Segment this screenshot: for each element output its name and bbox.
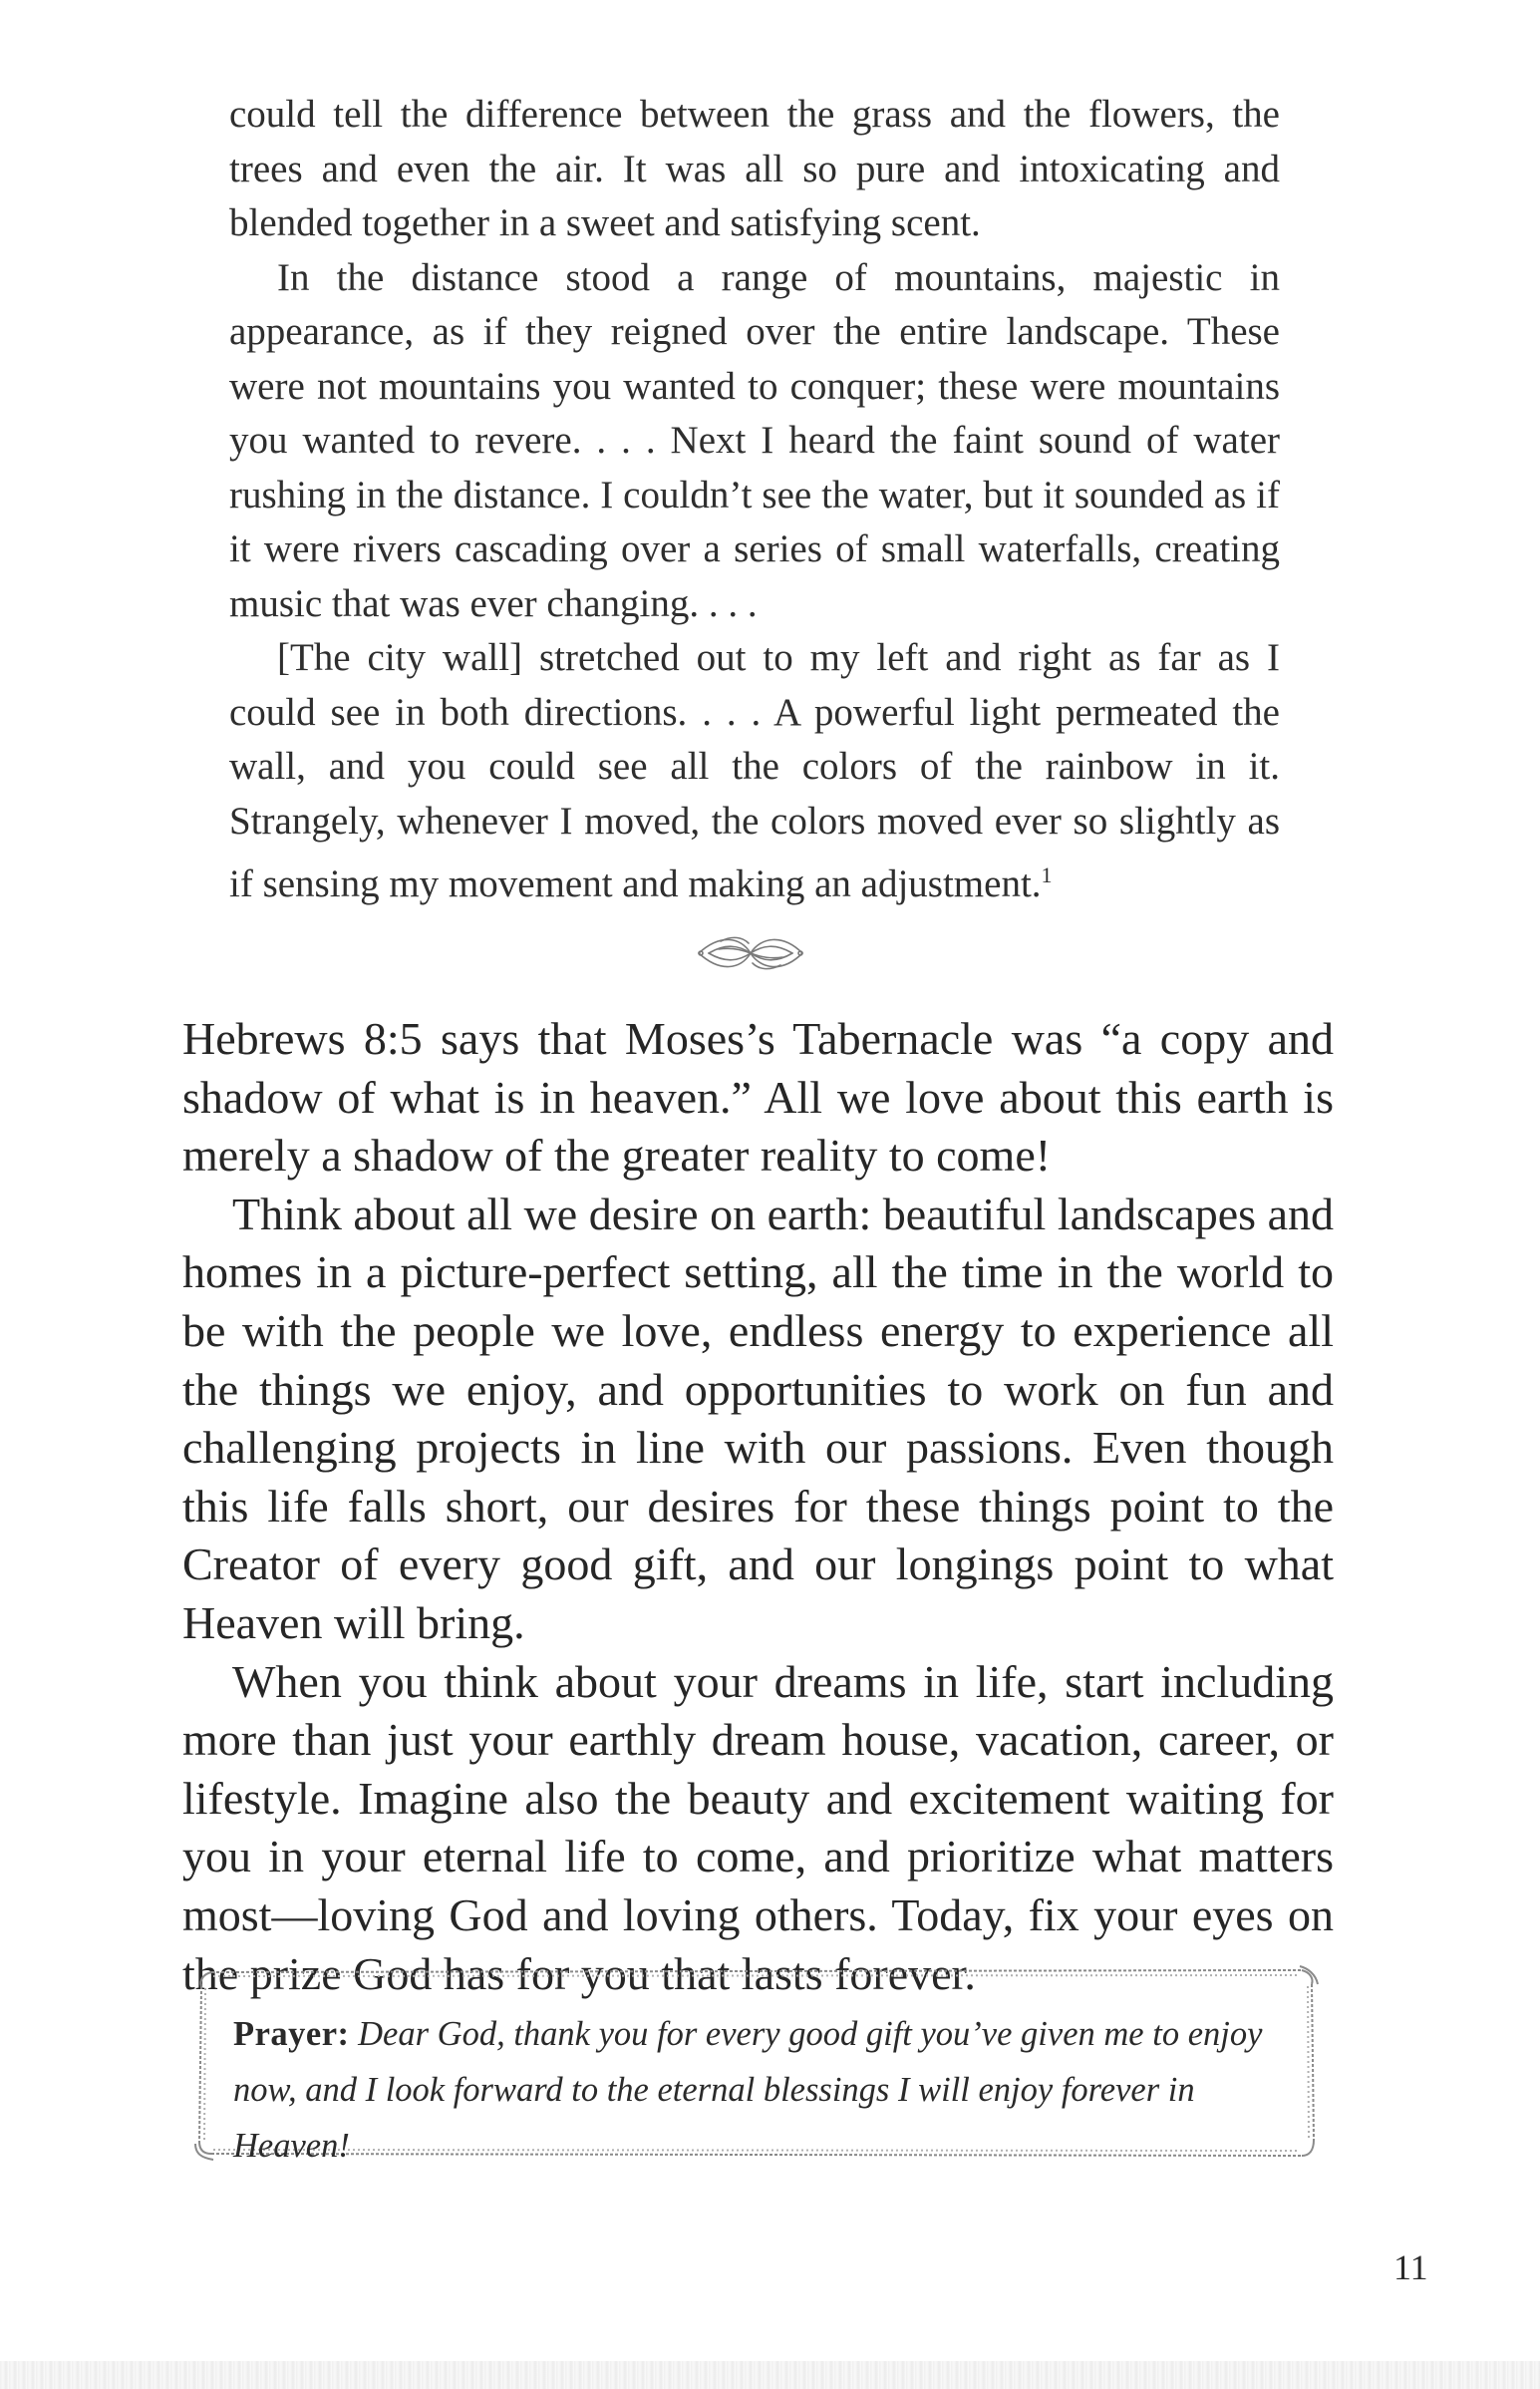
quote-paragraph-3: [229, 631, 1280, 912]
footnote-mark: 1: [1041, 862, 1053, 887]
body-paragraph-1: Hebrews 8:5 says that Moses’s Tabernacle was “a copy and shadow of what is in heaven.” All we love about this earth is merely a shadow of the greater reality to come!: [182, 1013, 1334, 1182]
quote-paragraph-3-text: [The city wall] stretched out to my left and right as far as I could see in both directions. . . . A powerful light permeated the wall, and you could see all the colors of the rainbow in it. Strangely, whenever I moved, the colors moved ever so slightly as if sensing my movement and making an adjustment.: [229, 636, 1280, 905]
prayer-body: Dear God, thank you for every good gift you’ve given me to enjoy now, and I look forward to the eternal blessings I will enjoy forever in Heaven!: [233, 2015, 1263, 2165]
block-quote: [229, 88, 1280, 912]
flourish-divider-icon: [691, 923, 810, 983]
prayer-text: [233, 2006, 1290, 2174]
prayer-box: [191, 1962, 1322, 2164]
quote-paragraph-2: In the distance stood a range of mountains, majestic in appearance, as if they reigned over the entire landscape. These were not mountains you wanted to conquer; these were mountains you wanted to revere. . . . Next I heard the faint sound of water rushing in the distance. I couldn’t see the water, but it sounded as if it were rivers cascading over a series of small waterfalls, creating music that was ever changing. . . .: [229, 255, 1280, 625]
body-paragraph-3: When you think about your dreams in life, start including more than just your earthly dream house, vacation, career, or lifestyle. Imagine also the beauty and excitement waiting for you in your eternal life to come, and prioritize what matters most—loving God and loving others. Today, fix your eyes on the prize God has for you that lasts forever.: [182, 1655, 1334, 1999]
page-number: 11: [1393, 2247, 1428, 2287]
scan-edge: [0, 2361, 1540, 2389]
prayer-label: Prayer:: [233, 2015, 350, 2053]
main-body: [182, 1010, 1334, 2003]
body-paragraph-2: Think about all we desire on earth: beautiful landscapes and homes in a picture-perfect setting, all the time in the world to be with the people we love, endless energy to experience all the things we enjoy, and opportunities to work on fun and challenging projects in line with our passions. Even though this life falls short, our desires for these things point to the Creator of every good gift, and our longings point to what Heaven will bring.: [182, 1188, 1334, 1648]
quote-paragraph-1: could tell the difference between the grass and the flowers, the trees and even the air. It was all so pure and intoxicating and blended together in a sweet and satisfying scent.: [229, 93, 1280, 244]
